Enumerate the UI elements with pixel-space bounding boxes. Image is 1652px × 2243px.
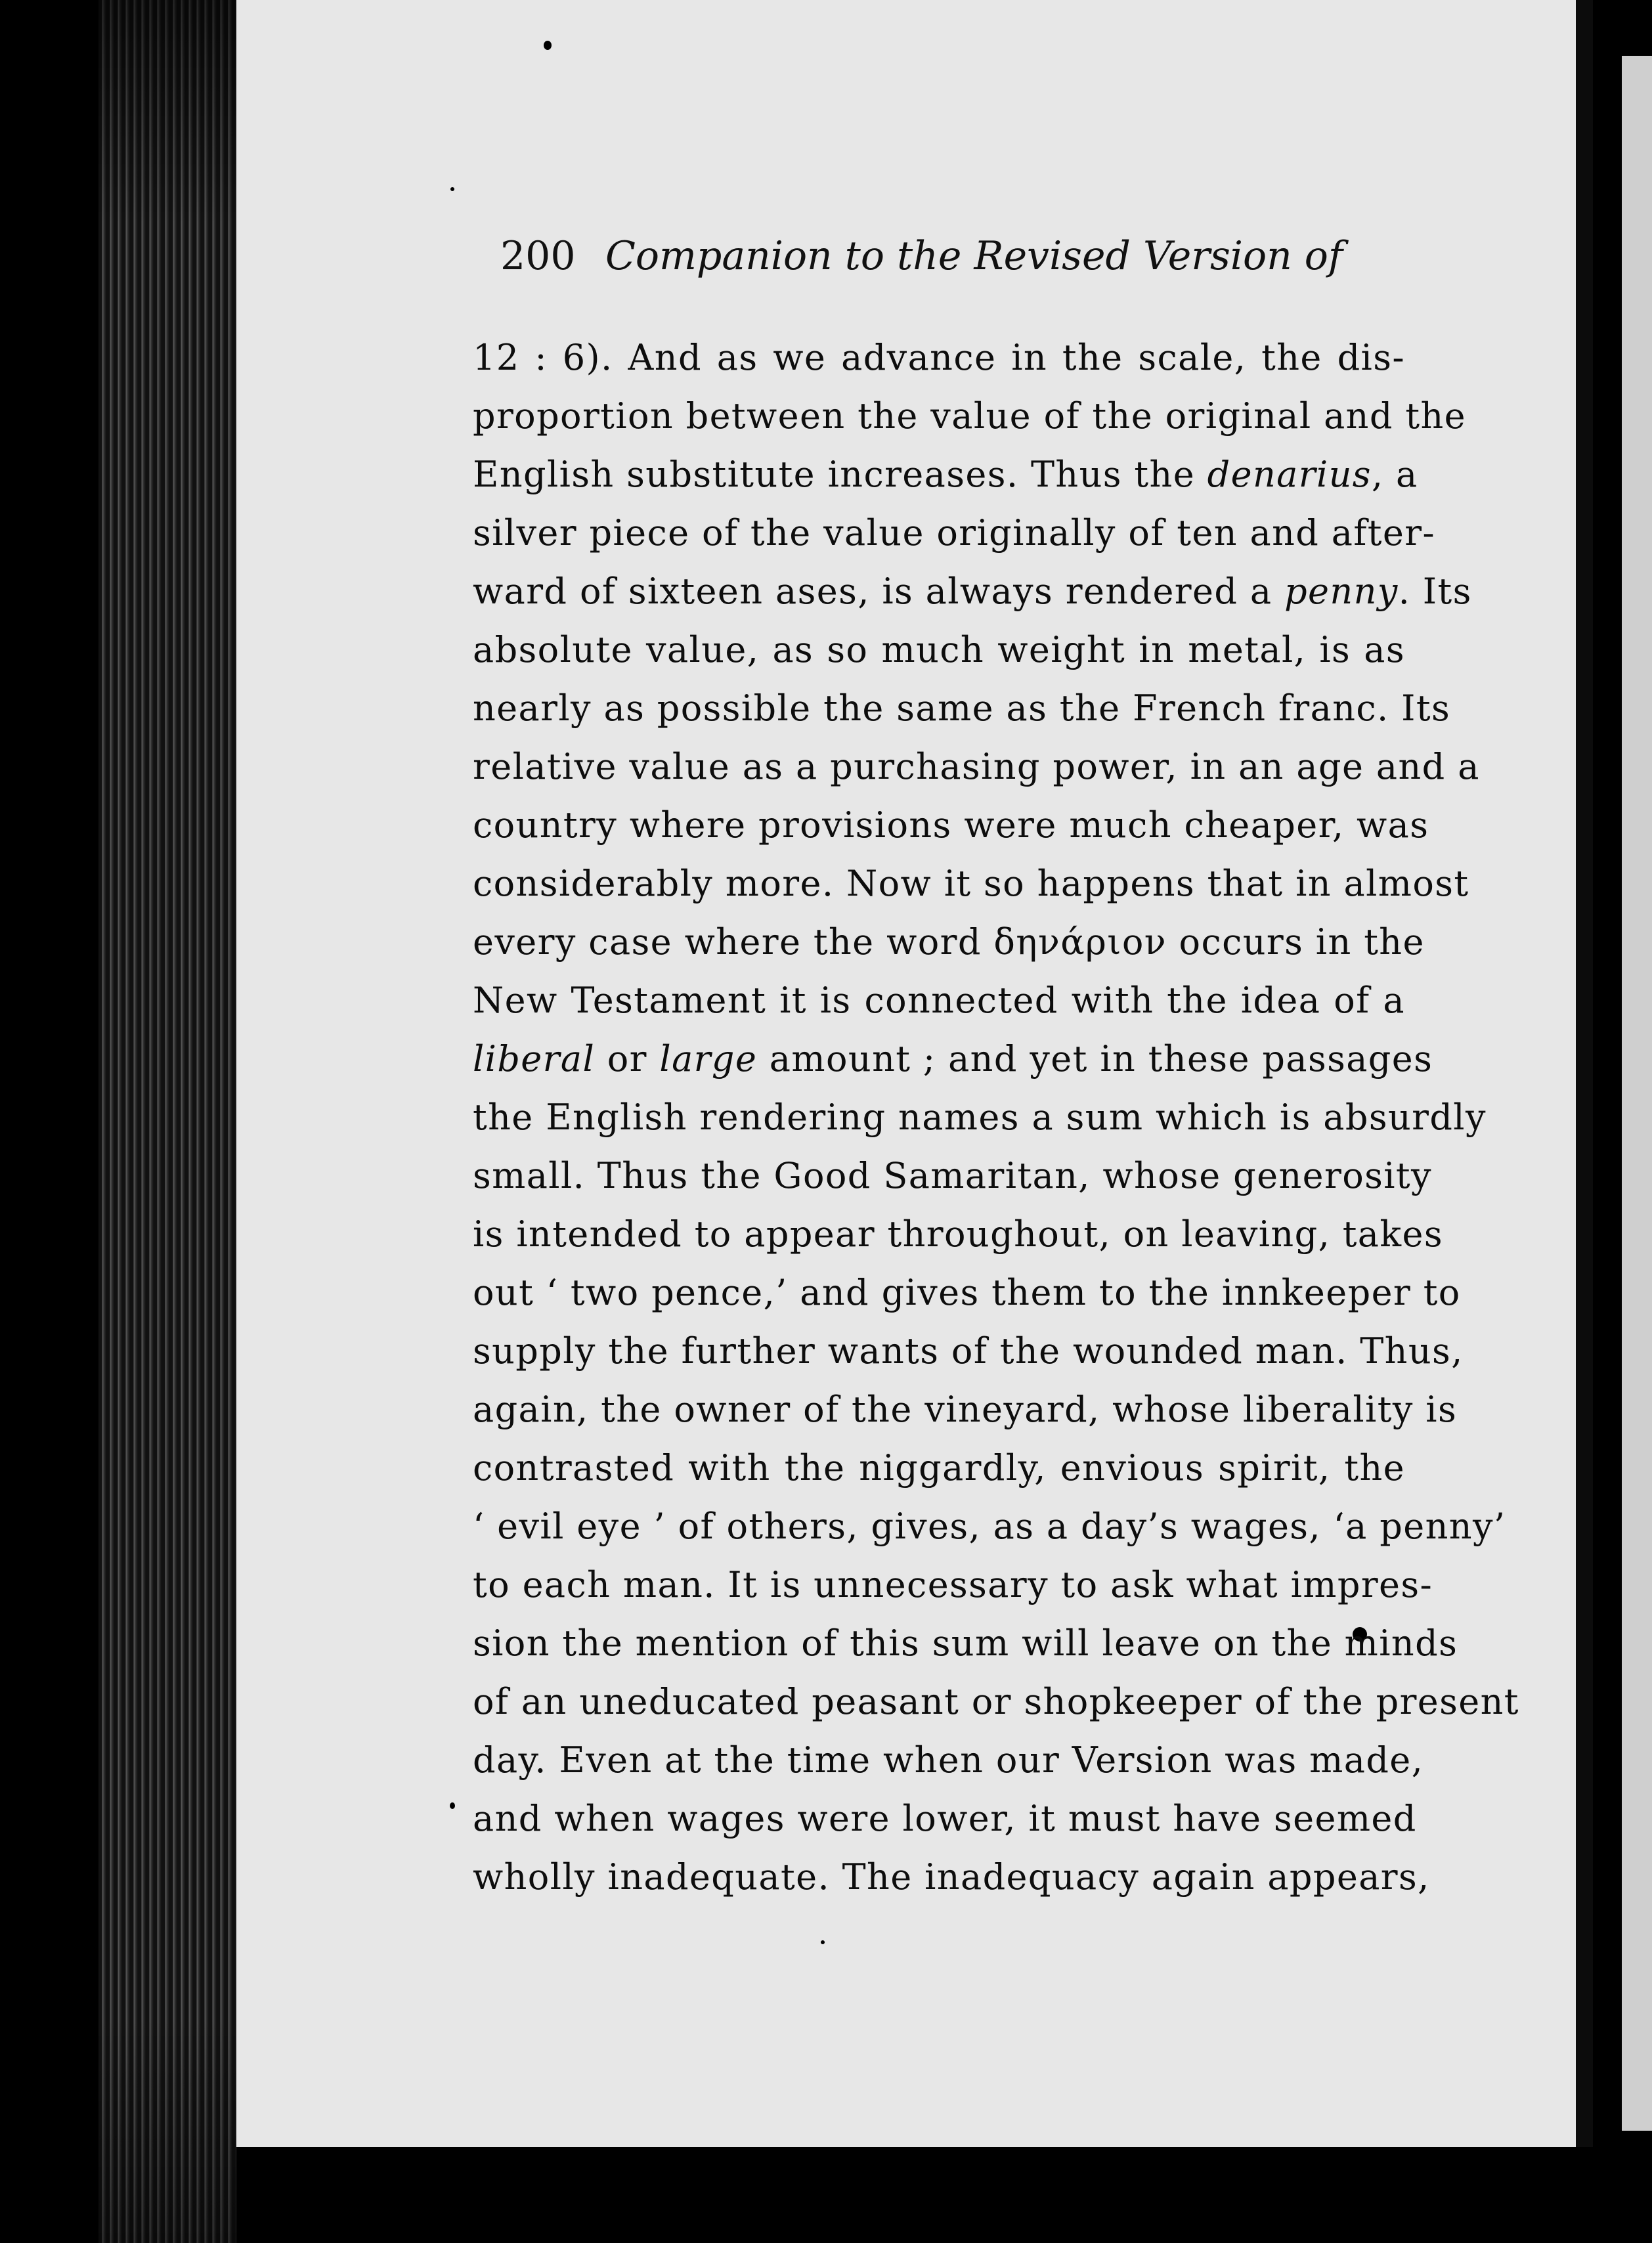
text-line: New Testament it is connected with the idea of a	[473, 980, 1405, 1021]
book-page-edges	[98, 0, 236, 2243]
text-run: ward of sixteen ases, is always rendered a	[473, 571, 1285, 612]
text-line: sion the mention of this sum will leave on the minds	[473, 1622, 1458, 1664]
text-line: every case where the word δηνάριον occurs in the	[473, 921, 1425, 963]
text-run: , a	[1371, 454, 1418, 495]
text-line: again, the owner of the vineyard, whose liberality is	[473, 1389, 1458, 1430]
text-line: to each man. It is unnecessary to ask what impres-	[473, 1564, 1433, 1605]
body-text	[473, 328, 1519, 1906]
text-run: . Its	[1398, 571, 1472, 612]
text-line: relative value as a purchasing power, in an age and a	[473, 746, 1480, 787]
text-line: small. Thus the Good Samaritan, whose generosity	[473, 1155, 1432, 1196]
text-run: or	[595, 1038, 660, 1079]
text-line: out ‘ two pence,’ and gives them to the innkeeper to	[473, 1272, 1461, 1313]
running-title: Companion to the Revised Version of	[605, 233, 1343, 279]
text-line: of an uneducated peasant or shopkeeper of the present	[473, 1681, 1519, 1722]
text-run: amount ; and yet in these passages	[757, 1038, 1433, 1079]
italic-word: denarius	[1207, 454, 1372, 495]
italic-word: penny	[1284, 571, 1399, 612]
italic-word: liberal	[473, 1038, 596, 1079]
text-line: contrasted with the niggardly, envious spirit, the	[473, 1447, 1405, 1489]
text-line: considerably more. Now it so happens that in almost	[473, 863, 1469, 904]
text-line: ‘ evil eye ’ of others, gives, as a day’s wages, ‘a penny’	[473, 1506, 1506, 1547]
text-line: day. Even at the time when our Version was made,	[473, 1739, 1424, 1781]
text-line	[473, 445, 1418, 504]
text-line: is intended to appear throughout, on leaving, takes	[473, 1213, 1443, 1255]
page-header	[500, 233, 1343, 305]
text-line: country where provisions were much cheaper, was	[473, 804, 1429, 846]
italic-word: large	[659, 1038, 758, 1079]
page-number: 200	[500, 233, 576, 279]
text-run: English substitute increases. Thus the	[473, 454, 1207, 495]
text-line	[473, 562, 1472, 621]
text-line: and when wages were lower, it must have seemed	[473, 1798, 1417, 1839]
ink-speck	[450, 187, 454, 191]
text-line: 12 : 6). And as we advance in the scale, the dis-	[473, 337, 1405, 378]
text-line: supply the further wants of the wounded man. Thus,	[473, 1330, 1464, 1372]
text-line: absolute value, as so much weight in metal, is as	[473, 629, 1405, 670]
text-line: proportion between the value of the original and the	[473, 395, 1467, 437]
ink-speck	[544, 41, 552, 50]
text-line: nearly as possible the same as the French franc. Its	[473, 687, 1451, 729]
text-line: the English rendering names a sum which is absurdly	[473, 1097, 1487, 1138]
ink-speck	[450, 1802, 455, 1809]
text-line	[473, 1030, 1433, 1088]
ink-speck	[821, 1940, 825, 1944]
text-line: wholly inadequate. The inadequacy again appears,	[473, 1856, 1430, 1898]
text-line: silver piece of the value originally of ten and after-	[473, 512, 1436, 554]
ink-speck	[1599, 1693, 1602, 1697]
facing-page-edge	[1622, 56, 1652, 2131]
